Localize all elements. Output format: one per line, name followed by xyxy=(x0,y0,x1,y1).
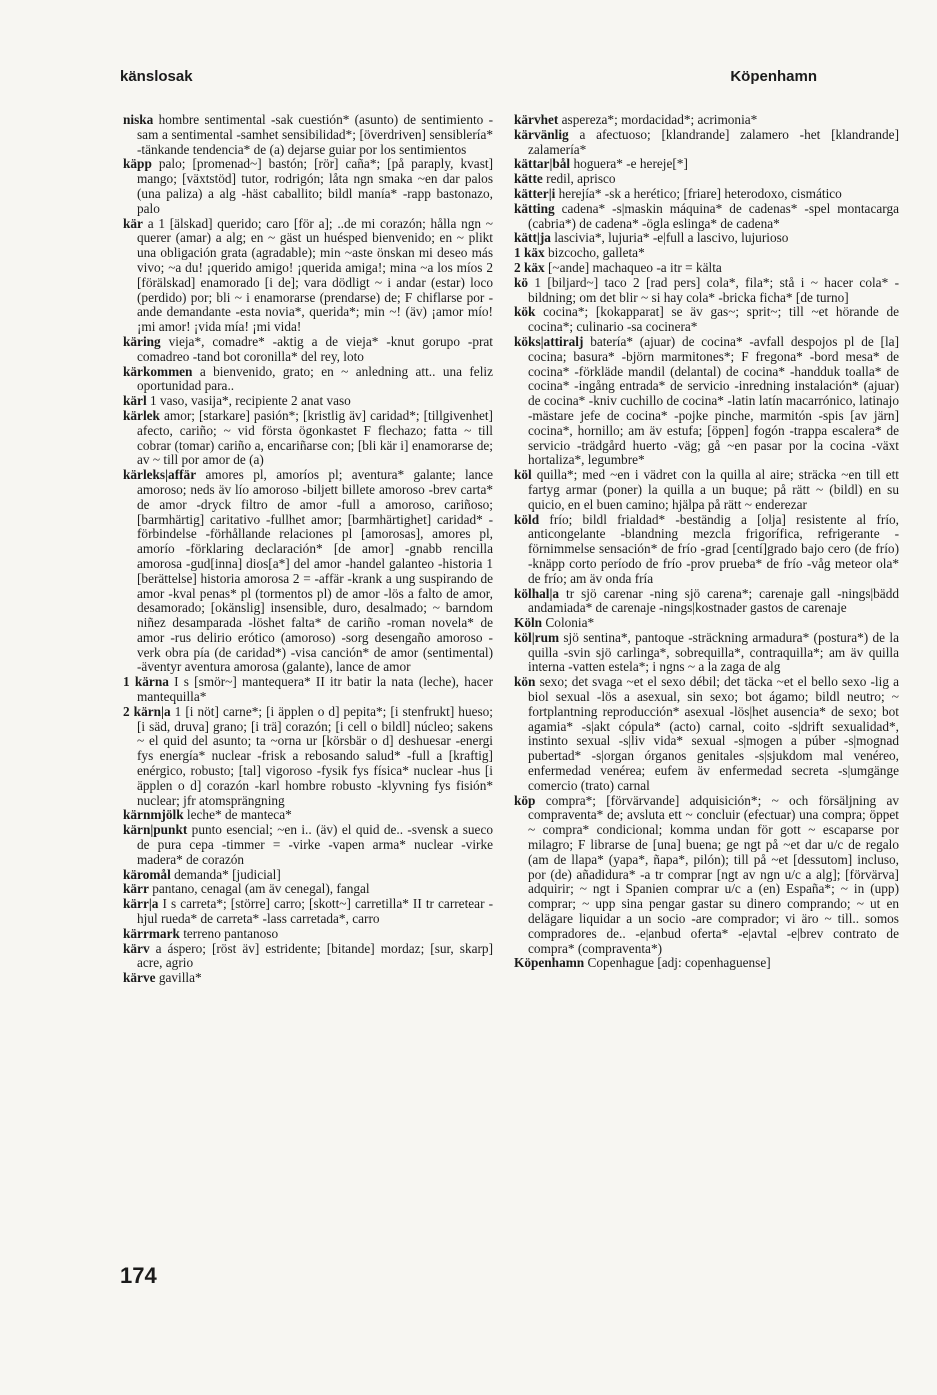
entry-headword: kätte xyxy=(514,171,543,187)
entry-headword: kättar|bål xyxy=(514,156,571,172)
dictionary-entry xyxy=(123,363,494,395)
entry-definition: cadena* -s|maskin máquina* de cadenas* -spel montacarga (cabria*) de cadena* -ögla eslinga* de cadena* xyxy=(528,200,900,231)
entry-headword: käring xyxy=(123,333,161,349)
page-number: 174 xyxy=(120,1263,157,1288)
entry-definition: palo; [promenad~] bastón; [rör] caña*; [på paraply, kvast] mango; [växtstöd] tutor, rodrigón; låta ngn smaka ~en dar palos (una paliza) a alg -häst caballito; bildl manía* -rapp bastonazo, palo xyxy=(137,156,493,216)
entry-definition: [~ande] machaqueo -a itr = kälta xyxy=(548,259,722,275)
entry-headword: kärr|a xyxy=(123,896,159,912)
entry-headword: kärnmjölk xyxy=(123,807,184,823)
entry-definition: bizcocho, galleta* xyxy=(548,245,645,261)
entry-headword: 1 kärna xyxy=(123,674,169,690)
entry-headword: kärvhet xyxy=(514,112,559,127)
entry-definition: batería* (ajuar) de cocina* -avfall despojos pl de [la] cocina; basura* -björn marmitones*; F fregona* -bord mesa* de cocina* -förkläde mandil (delantal) de cocina* -handduk toalla* de cocina* -ingång entrada* de servicio -inredning instalación* (ajuar) de cocina* -kniv cuchillo de cocina* -latin latín macarrónico, latinajo -mästare jefe de cocina* -pojke pinche, marmitón -spis [av järn] cocina*, hornillo; am äv estufa; [öppen] fogón -trappa escalera* de servicio -trädgård huerto -väg; gå ~en pasar por la cocina -växt hortaliza*, legumbre* xyxy=(528,333,899,468)
entry-definition: leche* de manteca* xyxy=(186,807,292,823)
entry-headword: köld xyxy=(514,511,540,527)
dictionary-entry xyxy=(514,126,899,158)
entry-definition: hombre sentimental -sak cuestión* (asunto) de sentimiento -sam a sentimental -samhet sensibilidad*; [överdriven] sensiblería* -tänkande tendencia* de (a) dejarse guiar por los sentimientos xyxy=(137,112,493,157)
dictionary-entry xyxy=(514,615,899,631)
dictionary-entry xyxy=(514,585,899,617)
entry-definition: I s [smör~] mantequera* II itr batir la nata (leche), hacer mantequilla* xyxy=(137,674,493,705)
entry-definition: frío; bildl frialdad* -beständig a [olja] resistente al frío, anticongelante -blandning mezcla frigorífica, refrigerante -förnimmelse sensación* de frío -grad [centí]grado bajo cero (de frío) -knäpp corto período de frío -prov prueba* de frío -våg meteor ola* de frío; am äv onda fría xyxy=(528,511,900,586)
dictionary-entry xyxy=(123,156,493,216)
entry-headword: kärlek xyxy=(123,407,160,423)
dictionary-entry xyxy=(514,955,899,971)
first-headword: känslosak xyxy=(120,68,193,85)
dictionary-entry xyxy=(123,393,493,409)
dictionary-entry xyxy=(514,171,899,187)
dictionary-entry xyxy=(514,156,899,172)
dictionary-entry xyxy=(514,185,899,202)
entry-headword: kärrmark xyxy=(123,925,180,941)
entry-headword: 1 käx xyxy=(514,245,545,261)
last-headword: Köpenhamn xyxy=(730,68,817,85)
entry-definition: hoguera* -e hereje[*] xyxy=(573,156,688,172)
entry-definition: sjö sentina*, pantoque -sträckning armadura* (postura*) de la quilla -svin sjö carlinga*, sobrequilla*, contraquilla*; am äv quilla interna -vatten estela*; i ngns ~ a la zaga de alg xyxy=(528,629,899,675)
entry-headword: kärleks|affär xyxy=(123,467,197,483)
entry-headword: kön xyxy=(514,674,536,690)
entry-headword: kärv xyxy=(123,940,150,956)
entry-definition: amor; [starkare] pasión*; [kristlig äv] caridad*; [tillgivenhet] afecto, cariño; ~ vid första ögonkastet F flechazo; fatta ~ till cobrar (tomar) cariño a, encariñarse con; [bli kär i] enamorarse de; av ~ till por amor de (a) xyxy=(137,407,493,468)
entry-headword: käpp xyxy=(123,156,152,172)
entry-definition: gavilla* xyxy=(158,970,202,986)
entry-headword: kö xyxy=(514,274,529,290)
entry-definition: 1 [biljard~] taco 2 [rad pers] cola*, fila*; stå i ~ hacer cola* -bildning; om det blir ~ si hay cola* -bricka ficha* [de turno] xyxy=(528,274,900,305)
dictionary-entry xyxy=(123,925,493,942)
entry-definition: herejía* -sk a herético; [friare] heterodoxo, cismático xyxy=(558,185,842,201)
dictionary-entry xyxy=(123,896,493,927)
dictionary-entry xyxy=(123,703,494,809)
entry-headword: köp xyxy=(514,792,536,808)
running-head xyxy=(120,68,817,90)
dictionary-entry xyxy=(514,333,899,468)
entry-headword: kök xyxy=(514,304,536,320)
dictionary-entry xyxy=(514,245,899,261)
entry-definition: sexo; det svaga ~et el sexo débil; det täcka ~et el bello sexo -lig a biol sexual -lös a asexual, sin sexo; bot ágamo; bildl neutro; ~ fortplantning reproducción* asexual -lös|het ausencia* de sexo; bot agamia* -s|akt cópula* (acto) carnal, coito -s|drift sexualidad*, instinto sexual -s|liv vida* sexual -s|mogen a púber -s|mognad pubertad* -s|organ órganos genitales -s|sjukdom mal venéreo, enfermedad venérea; eufem äv enfermedad secreta -s|umgänge comercio (trato) carnal xyxy=(528,674,899,793)
dictionary-entry xyxy=(123,940,493,972)
dictionary-entry xyxy=(514,112,899,128)
entry-definition: Colonia* xyxy=(545,615,595,631)
dictionary-entry xyxy=(123,866,493,883)
entry-definition: lascivia*, lujuria* -e|full a lascivo, lujurioso xyxy=(554,230,789,246)
right-column xyxy=(514,113,899,971)
dictionary-entry xyxy=(123,215,493,335)
entry-headword: 2 käx xyxy=(514,259,545,275)
entry-headword: kätter|i xyxy=(514,185,556,201)
dictionary-entry xyxy=(123,881,493,897)
entry-definition: amores pl, amoríos pl; aventura* galante; lance amoroso; neds äv lío amoroso -biljett billete amoroso -brev carta* de amor -dryck filtro de amor -full a amoroso, cariñoso; [barmhärtig] caritativo -fullhet amor; [barmhärtighet] caridad* -förbindelse -förhållande relaciones pl [amorosas], amores pl, amorío -förklaring declaración* [de amor] -gnabb rencilla amorosa -gud[inna] dios[a*] del amor -handel galanteo -historia 1 [berättelse] historia amorosa 2 = -affär -krank a ung suspirando de amor -kval penas* pl (tormentos pl) de amor -lös a falto de amor, desamorado; [okänslig] insensible, duro, desalmado; ~ barndom niñez desamparada -löshet falta* de cariño -roman novela* de amor -rus delirio erótico (amoroso) -sorg desengaño amoroso -verk obra pía (de caridad*) -visa canción* de amor (sentimental) -äventyr aventura amorosa (galante), lance de amor xyxy=(137,467,493,675)
entry-headword: käromål xyxy=(123,866,171,882)
dictionary-entry xyxy=(123,467,493,675)
entry-definition: vieja*, comadre* -aktig a de vieja* -knut gorupo -prat comadreo -tand bot coronilla* del rey, loto xyxy=(137,333,493,364)
dictionary-entry xyxy=(514,629,899,675)
entry-definition: punto esencial; ~en i.. (äv) el quid de.. -svensk a sueco de pura cepa -timmer = -virke -vapen arma* nuclear -virke madera* de corazón xyxy=(137,822,493,867)
entry-definition: quilla*; med ~en i vädret con la quilla al aire; sträcka ~en till ett fartyg armar (poner) la quilla a un buque; på rätt ~ (bildl) en su quicio, en el buen camino; hjälpa på rätt ~ enderezar xyxy=(528,467,899,512)
entry-definition: terreno pantanoso xyxy=(183,925,279,941)
entry-definition: Copenhague [adj: copenhaguense] xyxy=(587,955,771,971)
dictionary-entry xyxy=(123,970,493,986)
entry-definition: aspereza*; mordacidad*; acrimonia* xyxy=(561,112,758,127)
dictionary-entry xyxy=(514,200,900,232)
entry-definition: cocina*; [kokapparat] se äv gas~; sprit~; till ~et hörande de cocina*; culinario -sa cocinera* xyxy=(528,304,899,335)
entry-headword: kärn|punkt xyxy=(123,822,188,838)
entry-headword: Köpenhamn xyxy=(514,955,585,971)
dictionary-entry xyxy=(123,407,493,468)
entry-definition: redil, aprisco xyxy=(546,171,616,187)
entry-definition: 1 vaso, vasija*, recipiente 2 anat vaso xyxy=(149,393,351,409)
entry-headword: kärkommen xyxy=(123,363,193,379)
dictionary-entry xyxy=(514,274,900,306)
entry-headword: kärvänlig xyxy=(514,126,569,142)
dictionary-entry xyxy=(123,333,493,365)
entry-definition: pantano, cenagal (am äv cenegal), fangal xyxy=(152,881,370,897)
dictionary-entry xyxy=(514,674,899,793)
entry-headword: niska xyxy=(123,112,154,127)
entry-definition: compra*; [förvärvande] adquisición*; ~ och försäljning av compraventa* de; avsluta ett ~ concluir (efectuar) una compra; öppet ~ compra* condicional; komma undan för gott ~ escaparse por milagro; F librarse de [una] buena; ge ngt på ~et dar u/c de regalo (am de llapa* (yapa*, ñapa*, pilón); till på ~et [dessutom] incluso, por (de) añadidura* -a tr comprar [ngt av ngn u/c a alg]; [förvärva] adquirir; ~ ngt i Spanien comprar u/c a (en) España*; ~ in (upp) comprar; ~ upp sina pengar gastar su dinero comprando; ~ ut en delägare liquidar a un socio -are comprador; vi äro ~ till.. somos compradores de.. -e|anbud oferta* -e|avtal -e|brev contrato de compra* (compraventa*) xyxy=(528,792,899,956)
dictionary-entry xyxy=(123,822,493,867)
entry-definition: a 1 [älskad] querido; caro [för a]; ..de mi corazón; hålla ngn ~ querer (amar) a alg; en ~ gäst un huésped bienvenido; en ~ plikt una obligación grata (agradable); min ~aste önskan mi deseo más vivo; ~a du! ¡querido amigo! ¡querida amiga!; mina ~a los míos 2 [förälskad] enamorado [i de]; vara dödligt ~ i andar (estar) loco (perdido) por; bli ~ i enamorarse (prendarse) de; F chiflarse por -ande demandante -esta novia*, querida*; min ~! (äv) ¡amor mío! ¡mi amor! ¡vida mía! ¡mi vida! xyxy=(137,215,493,335)
dictionary-entry xyxy=(514,467,899,512)
entry-definition: 1 [i nöt] carne*; [i äpplen o d] pepita*; [i stenfrukt] hueso; [i säd, druva] grano; [i trä] corazón; [i cell o bildl] núcleo; sakens ~ el quid del asunto; ta ~orna ur [körsbär o d] deshuesar -energi fys energía* nuclear -frisk a rebosando salud* -full a [kraftig] enérgico, robusto; [tal] vigoroso -fysik fys física* nuclear -hus [i äpplen o d] corazón -karl hombre robusto -klyvning fys fisión* nuclear; jfr atomsprängning xyxy=(137,703,494,808)
entry-headword: kärr xyxy=(123,881,149,897)
dictionary-entry xyxy=(514,230,899,246)
entry-headword: kärve xyxy=(123,970,156,986)
dictionary-entry xyxy=(514,792,899,957)
entry-headword: kätting xyxy=(514,200,555,216)
dictionary-entry xyxy=(123,674,493,705)
entry-definition: I s carreta*; [större] carro; [skott~] carretilla* II tr carretear -hjul rueda* de carreta* -lass carretada*, carro xyxy=(137,896,493,927)
left-column xyxy=(123,113,493,986)
dictionary-entry xyxy=(514,304,899,335)
entry-definition: tr sjö carenar -ning sjö carena*; carenaje gall -nings|bädd andamiada* de carenaje -nings|kostnader gastos de carenaje xyxy=(528,585,899,616)
dictionary-entry xyxy=(514,259,899,276)
entry-headword: kätt|ja xyxy=(514,230,551,246)
entry-headword: kölhal|a xyxy=(514,585,560,601)
dictionary-entry xyxy=(123,807,493,823)
entry-headword: Köln xyxy=(514,615,543,631)
entry-headword: 2 kärn|a xyxy=(123,703,171,719)
entry-headword: kär xyxy=(123,215,143,231)
dictionary-entry xyxy=(123,112,493,157)
entry-headword: kärl xyxy=(123,393,147,409)
entry-definition: a áspero; [röst äv] estridente; [bitande] mordaz; [sur, skarp] acre, agrio xyxy=(137,940,493,971)
entry-definition: demanda* [judicial] xyxy=(174,866,281,882)
entry-definition: a afectuoso; [klandrande] zalamero -het [klandrande] zalamería* xyxy=(528,126,899,157)
entry-headword: köl xyxy=(514,467,532,483)
entry-headword: köks|attiralj xyxy=(514,333,584,349)
entry-definition: a bienvenido, grato; en ~ anledning att.. una feliz oportunidad para.. xyxy=(137,363,494,394)
entry-headword: köl|rum xyxy=(514,629,560,645)
dictionary-entry xyxy=(514,511,900,587)
